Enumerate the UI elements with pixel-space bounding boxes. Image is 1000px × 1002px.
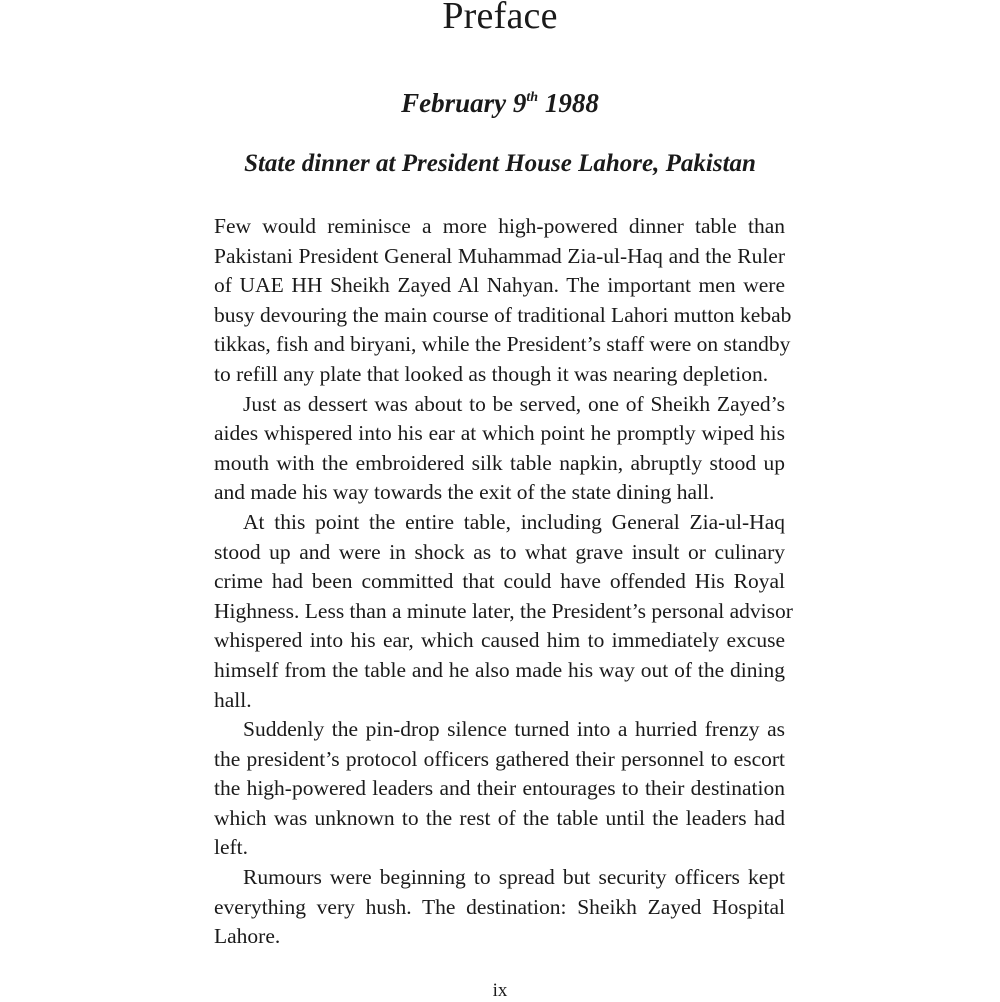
text-line: of UAE HH Sheikh Zayed Al Nahyan. The important men were — [214, 273, 785, 298]
text-line: everything very hush. The destination: Sheikh Zayed Hospital — [214, 894, 785, 919]
paragraph — [214, 508, 793, 715]
section-date — [0, 88, 1000, 119]
date-year: 1988 — [544, 88, 599, 118]
page-number: ix — [492, 980, 508, 1001]
text-line: aides whispered into his ear at which point he promptly wiped his — [214, 421, 785, 446]
text-line: himself from the table and he also made his way out of the dining — [214, 657, 785, 682]
paragraph — [214, 212, 792, 390]
page-title: Preface — [442, 0, 558, 37]
text-line: Highness. Less than a minute later, the President’s personal advisor — [214, 598, 793, 623]
text-line: hall. — [214, 687, 252, 712]
date-month-day: February 9 — [401, 88, 527, 118]
text-line: to refill any plate that looked as though it was nearing depletion. — [214, 361, 769, 386]
text-line: mouth with the embroidered silk table napkin, abruptly stood up — [214, 450, 785, 475]
text-line: Rumours were beginning to spread but security officers kept — [243, 865, 785, 890]
text-line: which was unknown to the rest of the table until the leaders had — [214, 805, 785, 830]
paragraph — [214, 715, 785, 863]
text-line: Few would reminisce a more high-powered dinner table than — [214, 214, 785, 238]
date-ordinal-suffix: th — [526, 90, 539, 105]
paragraph — [214, 863, 785, 952]
text-line: crime had been committed that could have offended His Royal — [214, 569, 785, 594]
text-line: Lahore. — [214, 924, 281, 949]
text-line: Just as dessert was about to be served, one of Sheikh Zayed’s — [243, 391, 785, 416]
section-subtitle: State dinner at President House Lahore, Pakistan — [244, 150, 756, 177]
text-line: the president’s protocol officers gathered their personnel to escort — [214, 746, 785, 771]
text-line: and made his way towards the exit of the state dining hall. — [214, 480, 715, 505]
text-line: Pakistani President General Muhammad Zia-ul-Haq and the Ruler — [214, 243, 785, 268]
text-line: stood up and were in shock as to what grave insult or culinary — [214, 539, 785, 564]
paragraph — [214, 390, 785, 508]
text-line: left. — [214, 835, 249, 860]
text-line: tikkas, fish and biryani, while the President’s staff were on standby — [214, 332, 791, 357]
body-text — [214, 212, 793, 952]
text-line: At this point the entire table, including General Zia-ul-Haq — [243, 509, 785, 534]
text-line: whispered into his ear, which caused him to immediately excuse — [214, 628, 785, 653]
text-line: Suddenly the pin-drop silence turned into a hurried frenzy as — [243, 717, 785, 742]
text-line: busy devouring the main course of traditional Lahori mutton kebab — [214, 302, 792, 327]
text-line: the high-powered leaders and their entourages to their destination — [214, 776, 785, 801]
